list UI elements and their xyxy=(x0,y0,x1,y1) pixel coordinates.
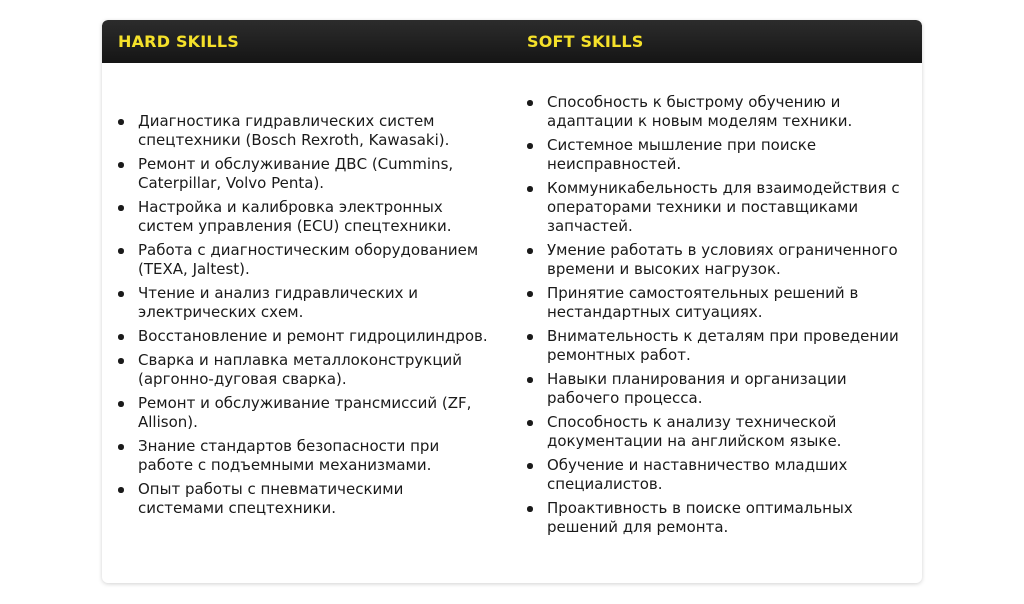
skill-item: Проактивность в поиске оптимальных решений для ремонта. xyxy=(527,499,912,537)
soft-skills-heading: SOFT SKILLS xyxy=(527,32,644,51)
skill-item: Чтение и анализ гидравлических и электрических схем. xyxy=(118,284,493,322)
hard-skills-heading: HARD SKILLS xyxy=(118,32,239,51)
skill-item: Восстановление и ремонт гидроцилиндров. xyxy=(118,327,493,346)
skill-item: Обучение и наставничество младших специалистов. xyxy=(527,456,912,494)
skill-item: Работа с диагностическим оборудованием (TEXA, Jaltest). xyxy=(118,241,493,279)
skill-item: Ремонт и обслуживание ДВС (Cummins, Caterpillar, Volvo Penta). xyxy=(118,155,493,193)
skill-item: Опыт работы с пневматическими системами спецтехники. xyxy=(118,480,493,518)
hard-skills-list xyxy=(118,112,493,523)
skill-item: Диагностика гидравлических систем спецтехники (Bosch Rexroth, Kawasaki). xyxy=(118,112,493,150)
skill-item: Способность к быстрому обучению и адаптации к новым моделям техники. xyxy=(527,93,912,131)
soft-skills-list xyxy=(527,93,912,542)
skill-item: Коммуникабельность для взаимодействия с операторами техники и поставщиками запчастей. xyxy=(527,179,912,236)
skill-item: Навыки планирования и организации рабочего процесса. xyxy=(527,370,912,408)
skill-item: Знание стандартов безопасности при работе с подъемными механизмами. xyxy=(118,437,493,475)
skill-item: Способность к анализу технической документации на английском языке. xyxy=(527,413,912,451)
skills-header xyxy=(102,20,922,63)
skills-card xyxy=(102,20,922,583)
skill-item: Сварка и наплавка металлоконструкций (аргонно-дуговая сварка). xyxy=(118,351,493,389)
skill-item: Системное мышление при поиске неисправностей. xyxy=(527,136,912,174)
skill-item: Умение работать в условиях ограниченного времени и высоких нагрузок. xyxy=(527,241,912,279)
skill-item: Внимательность к деталям при проведении ремонтных работ. xyxy=(527,327,912,365)
skill-item: Ремонт и обслуживание трансмиссий (ZF, Allison). xyxy=(118,394,493,432)
skill-item: Принятие самостоятельных решений в нестандартных ситуациях. xyxy=(527,284,912,322)
skill-item: Настройка и калибровка электронных систем управления (ECU) спецтехники. xyxy=(118,198,493,236)
